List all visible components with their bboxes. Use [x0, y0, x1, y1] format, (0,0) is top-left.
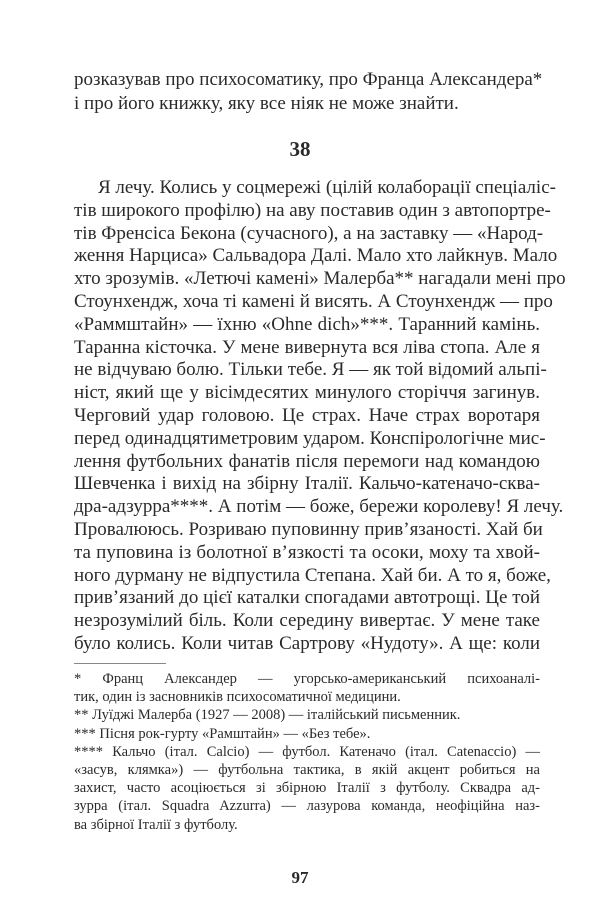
footnote-line: *** Пісня рок-гурту «Рамштайн» — «Без тебе».	[74, 725, 371, 742]
text-line: тів широкого профілю) на аву поставив один з автопортре-	[74, 199, 551, 221]
footnote-divider	[74, 663, 166, 664]
text-line: Шевченка і вихід на збірну Італії. Кальчо-катеначо-сква-	[74, 473, 540, 495]
chapter-number: 38	[289, 137, 311, 161]
text-line: не відчуваю болю. Тільки тебе. Я — як той відомий альпі-	[74, 359, 547, 381]
chapter-paragraph	[74, 177, 566, 656]
text-line: ного дурману не відпустила Степана. Хай би. А то я, боже,	[74, 564, 551, 586]
footnote-line: * Франц Александер — угорсько-американський психоаналі-	[74, 671, 540, 687]
text-line: тів Френсіса Бекона (сучасного), а на заставку — «Народ-	[74, 222, 544, 244]
text-line: лення футбольних фанатів після перемоги над командою	[74, 450, 540, 472]
text-line: прив’язаний до цієї каталки спогадами автотрощі. Це той	[74, 587, 540, 609]
continued-paragraph	[74, 68, 543, 116]
footnote-line: **** Кальчо (італ. Calcio) — футбол. Катеначо (італ. Catenaccio) —	[74, 743, 540, 760]
footnote-line: тик, один із засновників психосоматичної медицини.	[74, 689, 401, 706]
text-line: перед одинадцятиметровим ударом. Конспірологічне мис-	[74, 427, 546, 449]
text-line: розказував про психосоматику, про Франца Александера*	[74, 69, 543, 90]
footnote-line: ** Луїджі Малерба (1927 — 2008) — італійський письменник.	[74, 707, 461, 724]
footnote-line: ва збірної Італії з футболу.	[74, 816, 238, 833]
text-line: ження Нарциса» Сальвадора Далі. Мало хто лайкнув. Мало	[74, 245, 558, 267]
text-line: Провалююсь. Розриваю пуповинну прив’язаності. Хай би	[74, 518, 543, 540]
footnote-line: захист, часто асоціюється зі збірною Італії з футболу. Сквадра ад-	[74, 780, 540, 797]
text-line: хто зрозумів. «Летючі камені» Малерба** нагадали мені про	[74, 268, 566, 290]
text-line: «Раммштайн» — їхню «Ohne dich»***. Таранний камінь.	[74, 313, 540, 335]
footnotes	[74, 670, 540, 834]
text-line: та пуповина із болотної в’язкості та осоки, моху та хвой-	[74, 541, 540, 563]
text-line: було колись. Коли читав Сартрову «Нудоту». А ще: коли	[74, 632, 540, 654]
text-line: і про його книжку, яку все ніяк не може знайти.	[74, 93, 459, 114]
text-line: Я лечу. Колись у соцмережі (цілій колаборації спеціаліс-	[98, 177, 556, 198]
text-line: Таранна кісточка. У мене вивернута вся ліва стопа. Але я	[74, 336, 540, 358]
text-line: дра-адзурра****. А потім — боже, бережи королеву! Я лечу.	[74, 496, 564, 518]
text-line: незрозумілий біль. Коли середину вивертає. У мене таке	[74, 610, 540, 632]
footnote-line: зурра (італ. Squadra Azzurra) — лазурова команда, неофіційна наз-	[74, 798, 540, 815]
page-number: 97	[291, 868, 309, 887]
text-line: ніст, який ще у вісімдесятих минулого сторіччя загинув.	[74, 382, 540, 404]
text-line: Черговий удар головою. Це страх. Наче страх воротаря	[74, 404, 540, 426]
text-line: Стоунхендж, хоча ті камені й висять. А Стоунхендж — про	[74, 290, 553, 312]
footnote-line: «засув, клямка») — футбольна тактика, в якій акцент робиться на	[74, 761, 540, 778]
